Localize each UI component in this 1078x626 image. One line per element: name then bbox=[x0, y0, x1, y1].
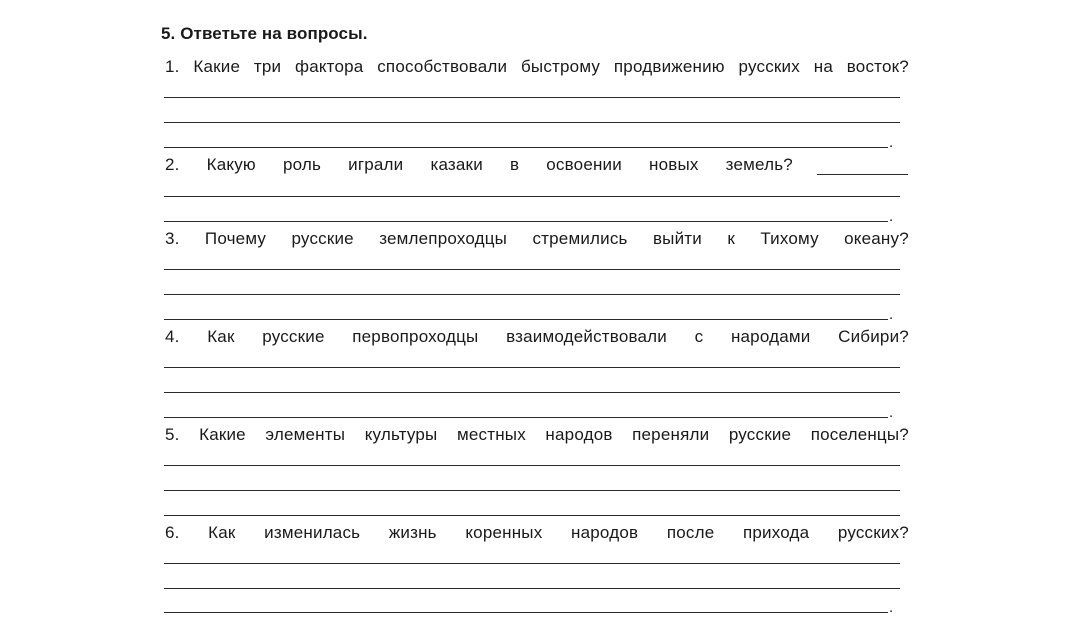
question-word: коренных bbox=[465, 523, 543, 542]
question-2 bbox=[165, 155, 793, 175]
answer-line[interactable] bbox=[164, 221, 888, 222]
question-word: земель? bbox=[725, 155, 793, 174]
answer-line[interactable] bbox=[164, 392, 900, 393]
question-word: изменилась bbox=[264, 523, 361, 542]
question-word: русских bbox=[738, 57, 800, 76]
answer-line[interactable] bbox=[164, 588, 900, 589]
question-word: роль bbox=[282, 155, 322, 174]
question-word: Сибири? bbox=[838, 327, 909, 346]
question-6 bbox=[165, 523, 909, 543]
answer-line[interactable] bbox=[164, 319, 888, 320]
task-title: 5. Ответьте на вопросы. bbox=[161, 24, 368, 43]
answer-line[interactable] bbox=[164, 196, 900, 197]
question-word: Какие bbox=[193, 57, 241, 76]
question-word: народов bbox=[571, 523, 639, 542]
question-word: к bbox=[727, 229, 735, 248]
question-4 bbox=[165, 327, 909, 347]
question-word: быстрому bbox=[520, 57, 601, 76]
question-word: выйти bbox=[652, 229, 702, 248]
question-word: местных bbox=[456, 425, 526, 444]
question-word: восток? bbox=[846, 57, 909, 76]
answer-line[interactable] bbox=[164, 294, 900, 295]
question-word: играли bbox=[348, 155, 404, 174]
question-word: Какую bbox=[206, 155, 256, 174]
answer-line[interactable] bbox=[164, 612, 888, 613]
question-word: землепроходцы bbox=[379, 229, 508, 248]
answer-line[interactable] bbox=[164, 97, 900, 98]
answer-line[interactable] bbox=[164, 490, 900, 491]
question-word: переняли bbox=[632, 425, 710, 444]
question-word: народов bbox=[545, 425, 613, 444]
answer-line[interactable] bbox=[817, 174, 908, 175]
question-number: 3. bbox=[165, 229, 180, 248]
question-word: стремились bbox=[532, 229, 628, 248]
question-word: после bbox=[666, 523, 715, 542]
question-5 bbox=[165, 425, 909, 445]
answer-end-mark: . bbox=[889, 404, 894, 421]
question-word: продвижению bbox=[613, 57, 725, 76]
question-word: взаимодействовали bbox=[506, 327, 667, 346]
question-word: способствовали bbox=[377, 57, 508, 76]
question-word: русских? bbox=[837, 523, 909, 542]
answer-end-mark: . bbox=[889, 306, 894, 323]
answer-line[interactable] bbox=[164, 417, 888, 418]
answer-end-mark: . bbox=[889, 599, 894, 616]
question-word: жизнь bbox=[388, 523, 437, 542]
question-word: с bbox=[694, 327, 704, 346]
answer-end-mark: . bbox=[889, 134, 894, 151]
question-word: Почему bbox=[204, 229, 267, 248]
question-3 bbox=[165, 229, 909, 249]
question-word: первопроходцы bbox=[352, 327, 479, 346]
answer-line[interactable] bbox=[164, 563, 900, 564]
answer-line[interactable] bbox=[164, 465, 900, 466]
question-word: русские bbox=[728, 425, 792, 444]
question-number: 2. bbox=[165, 155, 180, 174]
answer-line[interactable] bbox=[164, 515, 900, 516]
question-word: поселенцы? bbox=[810, 425, 909, 444]
question-number: 6. bbox=[165, 523, 180, 542]
answer-line[interactable] bbox=[164, 147, 888, 148]
question-word: казаки bbox=[430, 155, 483, 174]
question-number: 1. bbox=[165, 57, 180, 76]
answer-line[interactable] bbox=[164, 122, 900, 123]
question-word: на bbox=[813, 57, 833, 76]
question-word: в bbox=[509, 155, 520, 174]
question-word: Как bbox=[207, 327, 235, 346]
question-word: Тихому bbox=[760, 229, 819, 248]
question-word: новых bbox=[649, 155, 699, 174]
answer-end-mark: . bbox=[889, 208, 894, 225]
answer-line[interactable] bbox=[164, 367, 900, 368]
question-word: освоении bbox=[546, 155, 622, 174]
question-1 bbox=[165, 57, 909, 77]
question-word: культуры bbox=[364, 425, 438, 444]
question-word: фактора bbox=[295, 57, 364, 76]
question-number: 5. bbox=[165, 425, 180, 444]
question-word: элементы bbox=[265, 425, 346, 444]
question-word: Какие bbox=[199, 425, 246, 444]
question-word: народами bbox=[730, 327, 811, 346]
question-word: три bbox=[253, 57, 282, 76]
question-word: русские bbox=[262, 327, 325, 346]
question-word: Как bbox=[208, 523, 236, 542]
question-number: 4. bbox=[165, 327, 180, 346]
question-word: прихода bbox=[742, 523, 810, 542]
answer-line[interactable] bbox=[164, 269, 900, 270]
question-word: океану? bbox=[844, 229, 909, 248]
question-word: русские bbox=[291, 229, 354, 248]
